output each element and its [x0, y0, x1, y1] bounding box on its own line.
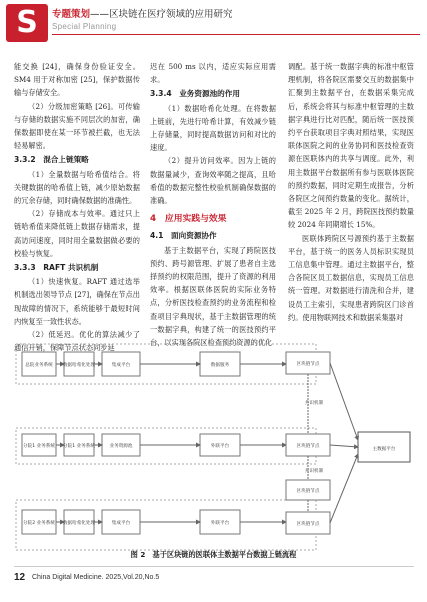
row-branch1 [22, 434, 286, 456]
platform-box-label: 集成平台 [111, 521, 131, 526]
biz-box-label: 分院1 业务系统 [63, 444, 95, 449]
footer-divider [14, 566, 414, 567]
node-label: 区块链节点 [296, 489, 320, 494]
section-subtitle: Special Planning [52, 22, 117, 31]
ext-box-label: 外联平台 [210, 444, 230, 449]
region-branch1 [16, 428, 316, 464]
svc-box-label: 集成平台 [111, 363, 131, 368]
paragraph: （1）快速恢复。RAFT 通过选举机制选出领导节点 [27]，确保在节点出现故障的情况下，系统能够于最短时间内恢复至一致性状态。 [14, 277, 140, 326]
region-branch2 [16, 500, 316, 550]
paragraph: （1）全量数据与哈希值结合。将关键数据的哈希值上链，减少原始数据的冗余存储，同时确保数据的准确性。 [14, 169, 140, 206]
figure-caption: 图 2 基于区块链的医联体主数据平台数据上链流程 [130, 550, 297, 559]
paragraph: （2）存储成本与效率。通过只上链哈希值来降低链上数据存储需求，提高访问速度，同时用全量数据做必要的校验与恢复。 [14, 209, 140, 258]
subsection-heading: 3.3.3 RAFT 共识机制 [14, 263, 99, 273]
row-main [22, 352, 286, 376]
blockchain-nodes [286, 352, 330, 534]
paragraph: （1）数据哈希化处理。在将数据上链前，先进行哈希计算，有效减少链上存储量，同时提高数据访问和对比的速度。 [150, 103, 276, 153]
paragraph: 迟在 500 ms 以内，适应实际应用需求。 [150, 62, 276, 85]
text-column-1 [14, 60, 140, 354]
svc-box-label: 数据服务 [210, 363, 230, 368]
subsection-heading: 3.3.4 业务资源池的作用 [150, 89, 240, 99]
row-branch2 [22, 510, 286, 534]
paragraph: （2）低延迟。优化的算法减少了通信开销，保障节点状态同步延 [14, 330, 140, 353]
biz-box-label: 分院1 业务系统 [23, 444, 55, 449]
section-heading: 4 应用实践与效果 [150, 214, 227, 225]
paragraph: 医联体跨院区号源预约基于主数据平台，基于统一的医务人员标识实现员工信息集中管理。通过主数据平台，整合各院区员工数据信息，实现员工信息统一管理。对数据进行清洗和合并，建设员工主索引，实现患者跨院区门诊首约。使用物联网技术和数据采集器对 [288, 233, 414, 322]
ext-box-label: 外联平台 [210, 521, 230, 526]
section-header [52, 6, 233, 20]
master-platform-label: 主数据平台 [372, 447, 396, 452]
text-column-2 [150, 60, 276, 349]
flow-diagram [14, 340, 414, 558]
biz-box-label: 分院2 业务系统 [23, 521, 55, 526]
consensus-label: 共识机制 [304, 469, 324, 474]
hash-box-label: 数据哈希化处理 [62, 363, 96, 368]
section-dash: —— [90, 9, 110, 20]
paragraph: 能交换 [24]，确保身份验证安全。SM4 用于对称加密 [25]，保护数据传输与存储安全。 [14, 62, 140, 98]
section-title: 区块链在医疗领域的应用研究 [109, 9, 233, 20]
svc-box-label: 业务资源池 [109, 444, 133, 449]
subsection-heading: 3.3.2 混合上链策略 [14, 155, 89, 165]
consensus-label: 共识机制 [304, 401, 324, 406]
header-divider [52, 34, 420, 35]
page-number: 12 [14, 572, 26, 583]
journal-logo: S [6, 4, 48, 42]
hash-box-label: 数据哈希化处理 [62, 521, 96, 526]
paragraph: 基于主数据平台，实现了跨院医技预约、跨号源管理、扩展了患者自主选择预约的权限范围，提升了资源的利用效率。根据医联体医院的实际业务特点，分析医技检查预约的业务流程和检查项目字典现状，基于主数据管理的统一数据字典，构建了统一的医技预约平台，以实现各院区检查预约资源的优化 [150, 245, 276, 348]
biz-box-label: 总院业务系统 [25, 363, 53, 368]
paragraph: 调配。基于统一数据字典的标准中枢管理机制，将各院区需要交互的数据集中汇聚到主数据平台，在数据采集完成后，系统会将其与标准中枢管理的主数据字典进行比对匹配，随后统一医技预约平台获取项目字典对照结果，实现医联体医院之间的业务协同和医技检查资源在医联体内的共享与调度。此外，利用主数据平台数据所有参与医联体医院的预约数据，同时定期生成报告，分析各院区之间预约数量的变化。据统计，截至 2025 年 2 月，跨院医技预约数量较 2024 年同期增长 15%。 [288, 62, 414, 230]
section-label: 专题策划 [52, 9, 91, 20]
node-label: 区块链节点 [296, 522, 320, 527]
text-column-3 [288, 60, 414, 324]
paragraph: （2）分级加密策略 [26]。可传输与存储的数据实施不同层次的加密，确保数据即使在某一环节被拦截，也无法轻易解密。 [14, 101, 140, 151]
journal-citation: China Digital Medicine. 2025,Vol.20,No.5 [32, 574, 160, 581]
node-label: 区块链节点 [296, 444, 320, 449]
subsection-heading: 4.1 面向资源协作 [150, 231, 217, 241]
node-label: 区块链节点 [296, 362, 320, 367]
paragraph: （2）提升访问效率。因为上链的数据量减少，查询效率随之提高，且哈希值的数据完整性校验机制确保数据的准确。 [150, 156, 276, 206]
